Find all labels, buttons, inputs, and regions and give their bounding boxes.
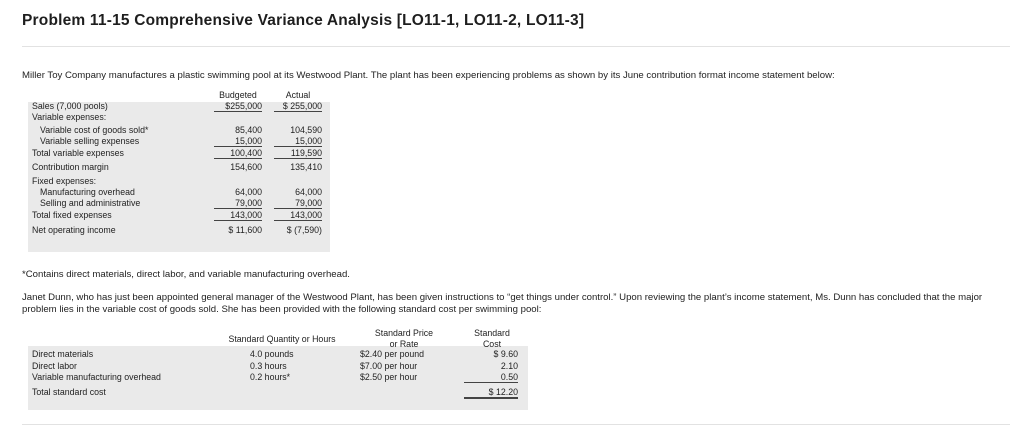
bottom-divider xyxy=(22,424,1010,425)
table-row xyxy=(28,101,330,112)
cost-column-header xyxy=(464,328,520,350)
price-header-line2: or Rate xyxy=(389,339,419,349)
budgeted-value: $255,000 xyxy=(214,101,262,112)
total-cost-value: $ 12.20 xyxy=(464,387,518,399)
budgeted-value: $ 11,600 xyxy=(228,225,262,235)
row-label: Variable manufacturing overhead xyxy=(32,372,161,382)
cost-header-line1: Standard xyxy=(474,328,510,338)
row-label: Manufacturing overhead xyxy=(40,187,135,197)
actual-value: $ (7,590) xyxy=(286,225,322,235)
quantity-value: 0.3 hours xyxy=(250,361,287,371)
table-row xyxy=(28,112,330,123)
budgeted-value: 64,000 xyxy=(235,187,262,197)
table-row xyxy=(28,176,330,187)
row-label: Contribution margin xyxy=(32,162,109,172)
table-row xyxy=(28,136,330,147)
title-divider xyxy=(22,46,1010,47)
row-label: Variable cost of goods sold* xyxy=(40,125,149,135)
actual-column-header: Actual xyxy=(285,90,311,100)
quantity-value: 4.0 pounds xyxy=(250,349,294,359)
price-column-header xyxy=(354,328,454,350)
quantity-value: 0.2 hours* xyxy=(250,372,291,382)
budgeted-value: 15,000 xyxy=(214,136,262,147)
row-label: Total variable expenses xyxy=(32,148,124,158)
table-row xyxy=(28,225,330,236)
budgeted-value: 143,000 xyxy=(214,210,262,221)
price-value: $2.50 per hour xyxy=(360,372,418,382)
row-label: Sales (7,000 pools) xyxy=(32,101,108,111)
table-row xyxy=(28,187,330,198)
price-header-line1: Standard Price xyxy=(374,328,434,338)
price-value: $2.40 per pound xyxy=(360,349,425,359)
table-row xyxy=(28,198,330,209)
row-label: Total fixed expenses xyxy=(32,210,112,220)
actual-value: 143,000 xyxy=(274,210,322,221)
body-paragraph: Janet Dunn, who has just been appointed general manager of the Westwood Plant, has been given instructions to “get things under control.” Upon reviewing the plant’s income statement, Ms. Dunn has concluded that the major problem lies in the variable cost of goods sold. She has been provided with the following standard cost per swimming pool: xyxy=(22,292,983,315)
footnote: *Contains direct materials, direct labor, and variable manufacturing overhead. xyxy=(22,269,350,280)
cost-value: 0.50 xyxy=(464,372,518,383)
budgeted-column-header: Budgeted xyxy=(219,90,257,100)
row-label: Net operating income xyxy=(32,225,116,235)
cost-value: 2.10 xyxy=(500,361,518,371)
actual-value: 15,000 xyxy=(274,136,322,147)
row-label: Variable selling expenses xyxy=(40,136,140,146)
cost-header-line2: Cost xyxy=(482,339,502,349)
budgeted-value: 79,000 xyxy=(214,198,262,209)
row-label: Selling and administrative xyxy=(40,198,141,208)
budgeted-value: 85,400 xyxy=(235,125,262,135)
actual-value: 104,590 xyxy=(290,125,322,135)
row-label: Direct labor xyxy=(32,361,77,371)
page-title: Problem 11-15 Comprehensive Variance Analysis [LO11-1, LO11-2, LO11-3] xyxy=(22,12,585,29)
table-row xyxy=(28,125,330,136)
row-label: Fixed expenses: xyxy=(32,176,97,186)
table-row xyxy=(28,162,330,173)
budgeted-value: 154,600 xyxy=(230,162,262,172)
quantity-column-header: Standard Quantity or Hours xyxy=(228,334,336,344)
price-value: $7.00 per hour xyxy=(360,361,418,371)
total-label: Total standard cost xyxy=(32,387,106,397)
row-label: Direct materials xyxy=(32,349,94,359)
actual-value: 119,590 xyxy=(274,148,322,159)
cost-value: $ 9.60 xyxy=(493,349,518,359)
row-label: Variable expenses: xyxy=(32,112,107,122)
budgeted-value: 100,400 xyxy=(214,148,262,159)
actual-value: 135,410 xyxy=(290,162,322,172)
actual-value: $ 255,000 xyxy=(274,101,322,112)
actual-value: 79,000 xyxy=(274,198,322,209)
actual-value: 64,000 xyxy=(295,187,322,197)
table-row xyxy=(28,148,330,159)
table-row xyxy=(28,210,330,221)
intro-paragraph: Miller Toy Company manufactures a plastic swimming pool at its Westwood Plant. The plant has been experiencing problems as shown by its June contribution format income statement below: xyxy=(22,70,835,81)
